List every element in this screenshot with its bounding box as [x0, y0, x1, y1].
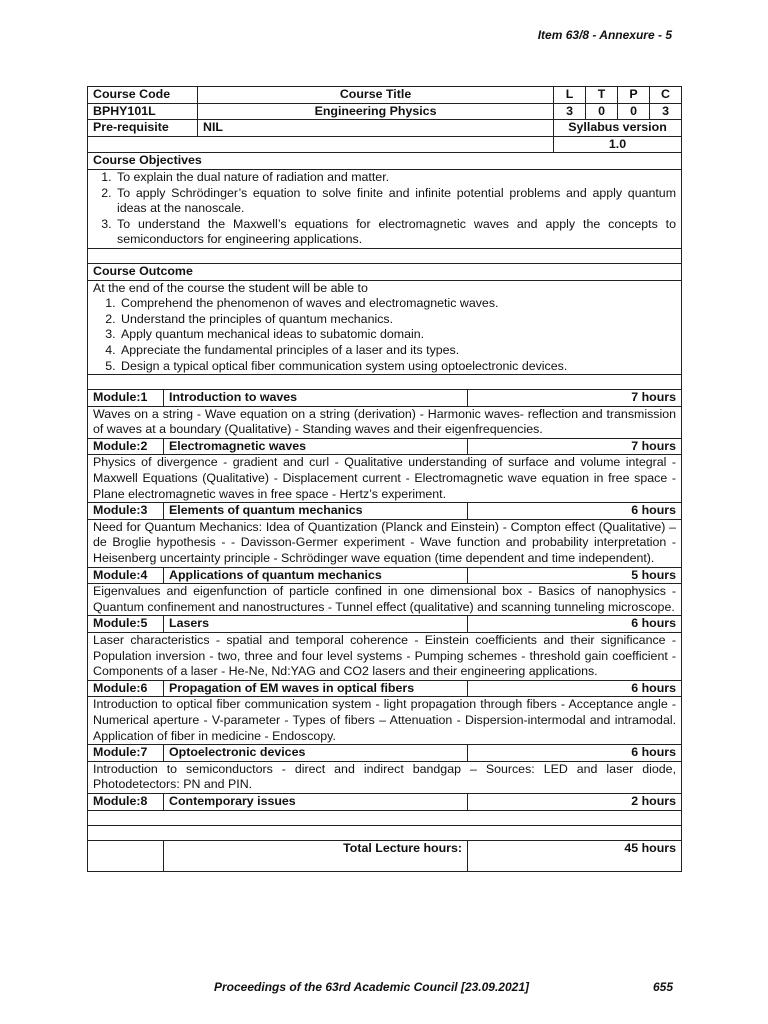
outcome-item: 2. Understand the principles of quantum mechanics. [119, 312, 676, 328]
total-label: Total Lecture hours: [164, 840, 468, 871]
prereq-label: Pre-requisite [88, 120, 198, 137]
module-header-row [88, 503, 682, 520]
module-content: Eigenvalues and eigenfunction of particle confined in one dimensional box - Basics of nanophysics - Quantum confinement and nanostructures - Tunnel effect (qualitative) and scanning tunneling microscope. [88, 584, 682, 616]
module-label: Module:2 [88, 438, 164, 455]
module-title: Contemporary issues [164, 793, 468, 810]
module-label: Module:3 [88, 503, 164, 520]
module-hours: 2 hours [468, 793, 682, 810]
syllabus-version-label: Syllabus version [554, 120, 682, 137]
course-title-label: Course Title [198, 87, 554, 104]
p-label: P [618, 87, 650, 104]
module-hours: 7 hours [468, 390, 682, 407]
outcome-item: 3. Apply quantum mechanical ideas to subatomic domain. [119, 327, 676, 343]
p-value: 0 [618, 103, 650, 120]
syllabus-table [87, 86, 681, 872]
module-label: Module:7 [88, 745, 164, 762]
module-title: Propagation of EM waves in optical fibers [164, 680, 468, 697]
module-header-row [88, 793, 682, 810]
module-label: Module:8 [88, 793, 164, 810]
module-label: Module:5 [88, 616, 164, 633]
course-header-row [88, 87, 682, 104]
module-hours: 6 hours [468, 745, 682, 762]
objective-item: 3. To understand the Maxwell’s equations for electromagnetic waves and apply the concepts to semiconductors for engineering applications. [115, 217, 676, 248]
course-title: Engineering Physics [198, 103, 554, 120]
module-label: Module:1 [88, 390, 164, 407]
outcome-item: 1. Comprehend the phenomenon of waves and electromagnetic waves. [119, 296, 676, 312]
module-header-row [88, 567, 682, 584]
module-title: Elements of quantum mechanics [164, 503, 468, 520]
page-number: 655 [652, 980, 673, 994]
c-label: C [650, 87, 682, 104]
syllabus-version: 1.0 [554, 136, 682, 153]
t-value: 0 [586, 103, 618, 120]
module-header-row [88, 616, 682, 633]
module-title: Electromagnetic waves [164, 438, 468, 455]
prereq-row [88, 120, 682, 137]
page-header-note: Item 63/8 - Annexure - 5 [537, 28, 672, 42]
module-content: Need for Quantum Mechanics: Idea of Quantization (Planck and Einstein) - Compton effect (Qualitative) – de Broglie hypothesis - - Davisson-Germer experiment - Wave function and probability interpretation - Heisenberg uncertainty principle - Schrödinger wave equation (time dependent and time independent). [88, 519, 682, 567]
module-hours: 6 hours [468, 616, 682, 633]
t-label: T [586, 87, 618, 104]
outcome-heading: Course Outcome [88, 263, 682, 280]
course-code-label: Course Code [88, 87, 198, 104]
module-header-row [88, 438, 682, 455]
module-label: Module:4 [88, 567, 164, 584]
module-content: Introduction to semiconductors - direct and indirect bandgap – Sources: LED and laser diode, Photodetectors: PN and PIN. [88, 761, 682, 793]
module-hours: 5 hours [468, 567, 682, 584]
module-header-row [88, 680, 682, 697]
module-hours: 6 hours [468, 503, 682, 520]
module-header-row [88, 745, 682, 762]
module-content: Laser characteristics - spatial and temporal coherence - Einstein coefficients and their significance - Population inversion - two, three and four level systems - Pumping schemes - threshold gain coefficient - Components of a laser - He-Ne, Nd:YAG and CO2 lasers and their engineering applications. [88, 633, 682, 681]
total-hours: 45 hours [468, 840, 682, 871]
outcome-intro: At the end of the course the student will be able to [93, 280, 368, 295]
module-content [88, 810, 682, 825]
module-title: Introduction to waves [164, 390, 468, 407]
footer-proceedings: Proceedings of the 63rd Academic Council [23.09.2021] [214, 980, 529, 994]
objective-item: 1. To explain the dual nature of radiation and matter. [115, 170, 676, 186]
module-content: Waves on a string - Wave equation on a string (derivation) - Harmonic waves- reflection and transmission of waves at a boundary (Qualitative) - Standing waves and their eigenfrequencies. [88, 406, 682, 438]
objectives-list [88, 169, 682, 248]
module-title: Optoelectronic devices [164, 745, 468, 762]
module-header-row [88, 390, 682, 407]
module-title: Lasers [164, 616, 468, 633]
outcome-item: 4. Appreciate the fundamental principles of a laser and its types. [119, 343, 676, 359]
prereq-value: NIL [198, 120, 554, 137]
module-content: Physics of divergence - gradient and curl - Qualitative understanding of surface and volume integral - Maxwell Equations (Qualitative) - Displacement current - Electromagnetic wave equation in free space - Plane electromagnetic waves in free space - Hertz’s experiment. [88, 455, 682, 503]
course-code: BPHY101L [88, 103, 198, 120]
objectives-heading: Course Objectives [88, 153, 682, 170]
outcome-list [88, 280, 682, 375]
course-info-row [88, 103, 682, 120]
objective-item: 2. To apply Schrödinger’s equation to solve finite and infinite potential problems and apply quantum ideas at the nanoscale. [115, 186, 676, 217]
module-content: Introduction to optical fiber communication system - light propagation through fibers - Acceptance angle - Numerical aperture - V-parameter - Types of fibers – Attenuation - Dispersion-intermodal and intramodal. Application of fiber in medicine - Endoscopy. [88, 697, 682, 745]
module-hours: 7 hours [468, 438, 682, 455]
module-title: Applications of quantum mechanics [164, 567, 468, 584]
l-label: L [554, 87, 586, 104]
l-value: 3 [554, 103, 586, 120]
total-row [88, 840, 682, 871]
outcome-item: 5. Design a typical optical fiber communication system using optoelectronic devices. [119, 359, 676, 375]
syllabus-version-row [88, 136, 682, 153]
module-label: Module:6 [88, 680, 164, 697]
c-value: 3 [650, 103, 682, 120]
module-hours: 6 hours [468, 680, 682, 697]
